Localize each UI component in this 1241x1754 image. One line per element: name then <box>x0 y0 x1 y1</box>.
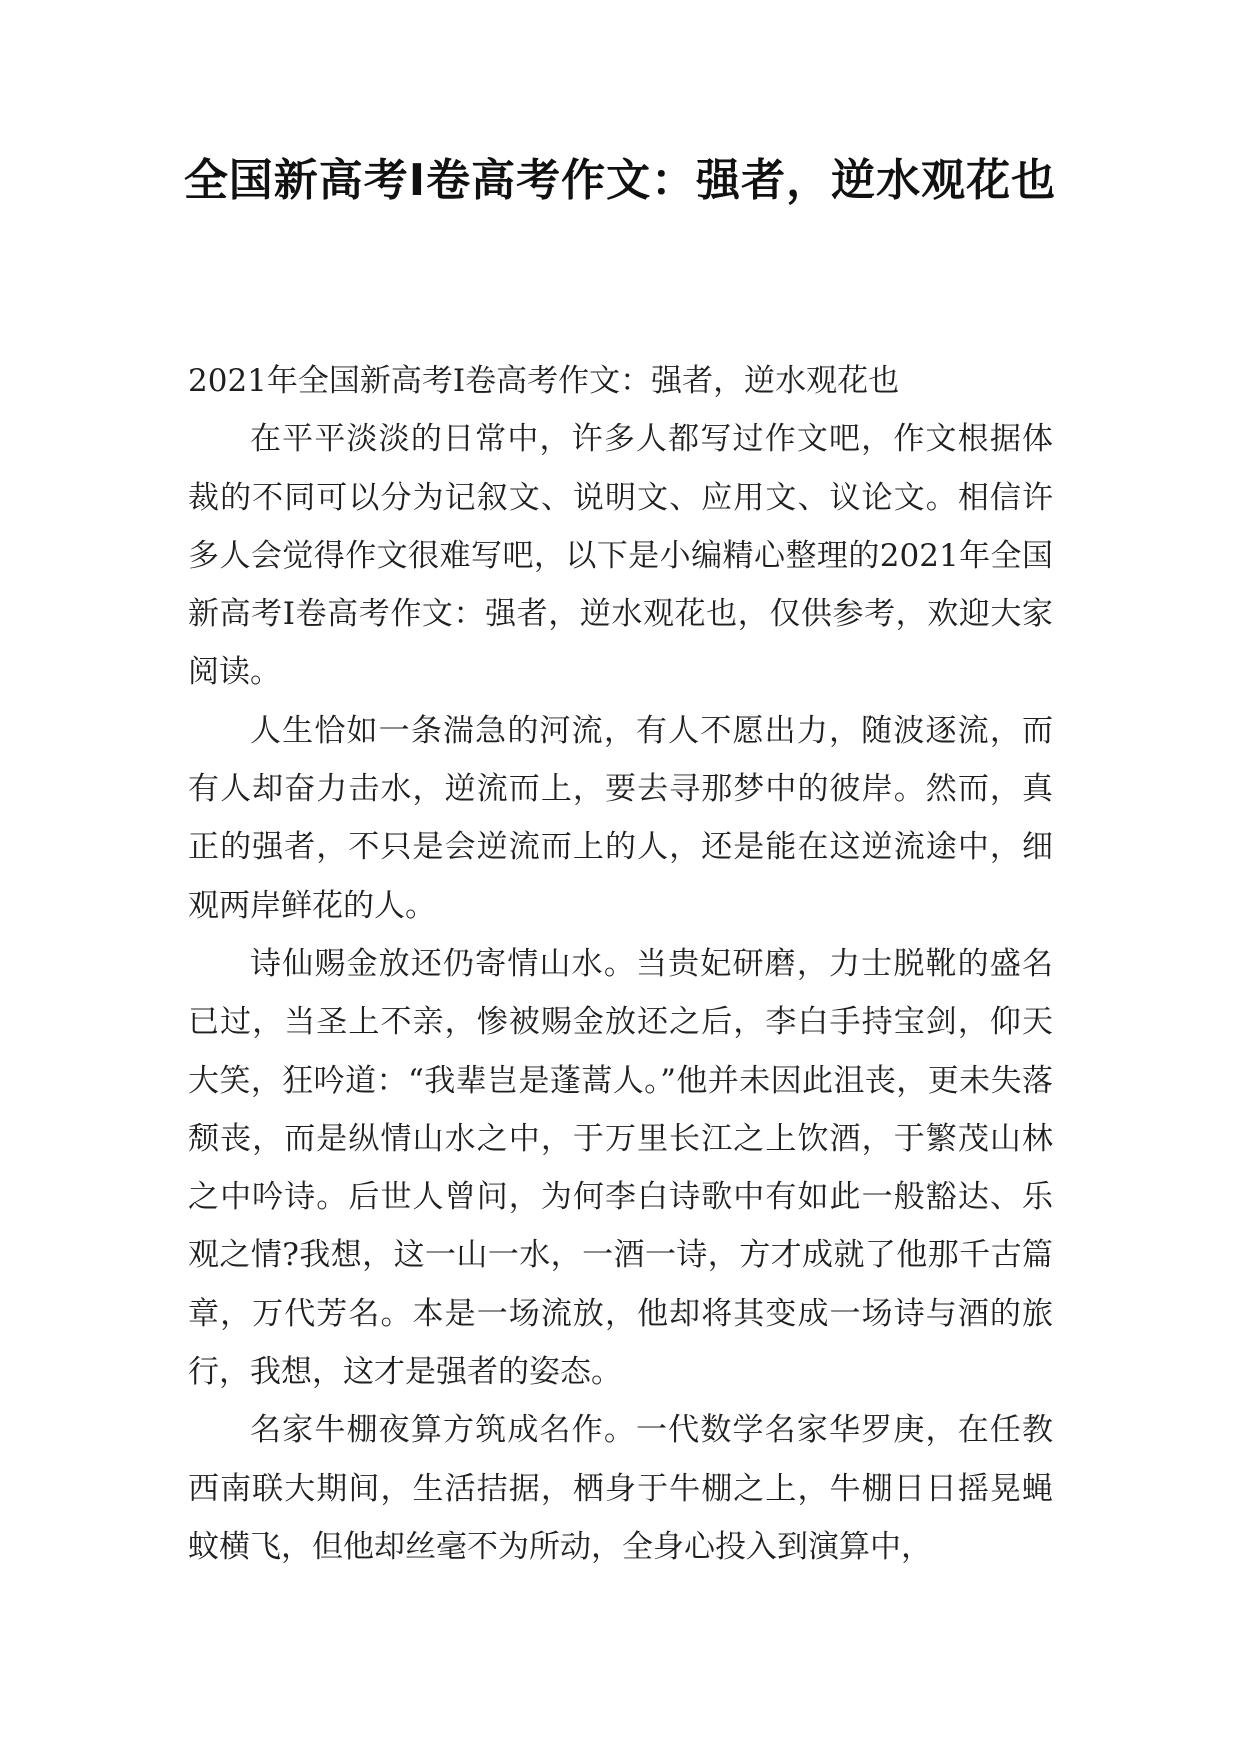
document-body <box>188 352 1053 1576</box>
paragraph-intro: 在平平淡淡的日常中，许多人都写过作文吧，作文根据体裁的不同可以分为记叙文、说明文、应用文、议论文。相信许多人会觉得作文很难写吧，以下是小编精心整理的2021年全国新高考Ⅰ卷高考作文：强者，逆水观花也，仅供参考，欢迎大家阅读。 <box>188 421 1053 691</box>
document-subtitle: 2021年全国新高考Ⅰ卷高考作文：强者，逆水观花也 <box>188 363 900 399</box>
paragraph-hua-luogeng: 名家牛棚夜算方筑成名作。一代数学名家华罗庚，在任教西南联大期间，生活拮据，栖身于牛棚之上，牛棚日日摇晃蝇蚊横飞，但他却丝毫不为所动，全身心投入到演算中， <box>188 1412 1053 1565</box>
paragraph-river: 人生恰如一条湍急的河流，有人不愿出力，随波逐流，而有人却奋力击水，逆流而上，要去寻那梦中的彼岸。然而，真正的强者，不只是会逆流而上的人，还是能在这逆流途中，细观两岸鲜花的人。 <box>188 712 1053 924</box>
document-title: 全国新高考Ⅰ卷高考作文：强者，逆水观花也 <box>183 155 1057 206</box>
paragraph-li-bai: 诗仙赐金放还仍寄情山水。当贵妃研磨，力士脱靴的盛名已过，当圣上不亲，惨被赐金放还之后，李白手持宝剑，仰天大笑，狂吟道：“我辈岂是蓬蒿人。”他并未因此沮丧，更未失落颓丧，而是纵情山水之中，于万里长江之上饮酒，于繁茂山林之中吟诗。后世人曾问，为何李白诗歌中有如此一般豁达、乐观之情?我想，这一山一水，一酒一诗，方才成就了他那千古篇章，万代芳名。本是一场流放，他却将其变成一场诗与酒的旅行，我想，这才是强者的姿态。 <box>188 945 1053 1391</box>
